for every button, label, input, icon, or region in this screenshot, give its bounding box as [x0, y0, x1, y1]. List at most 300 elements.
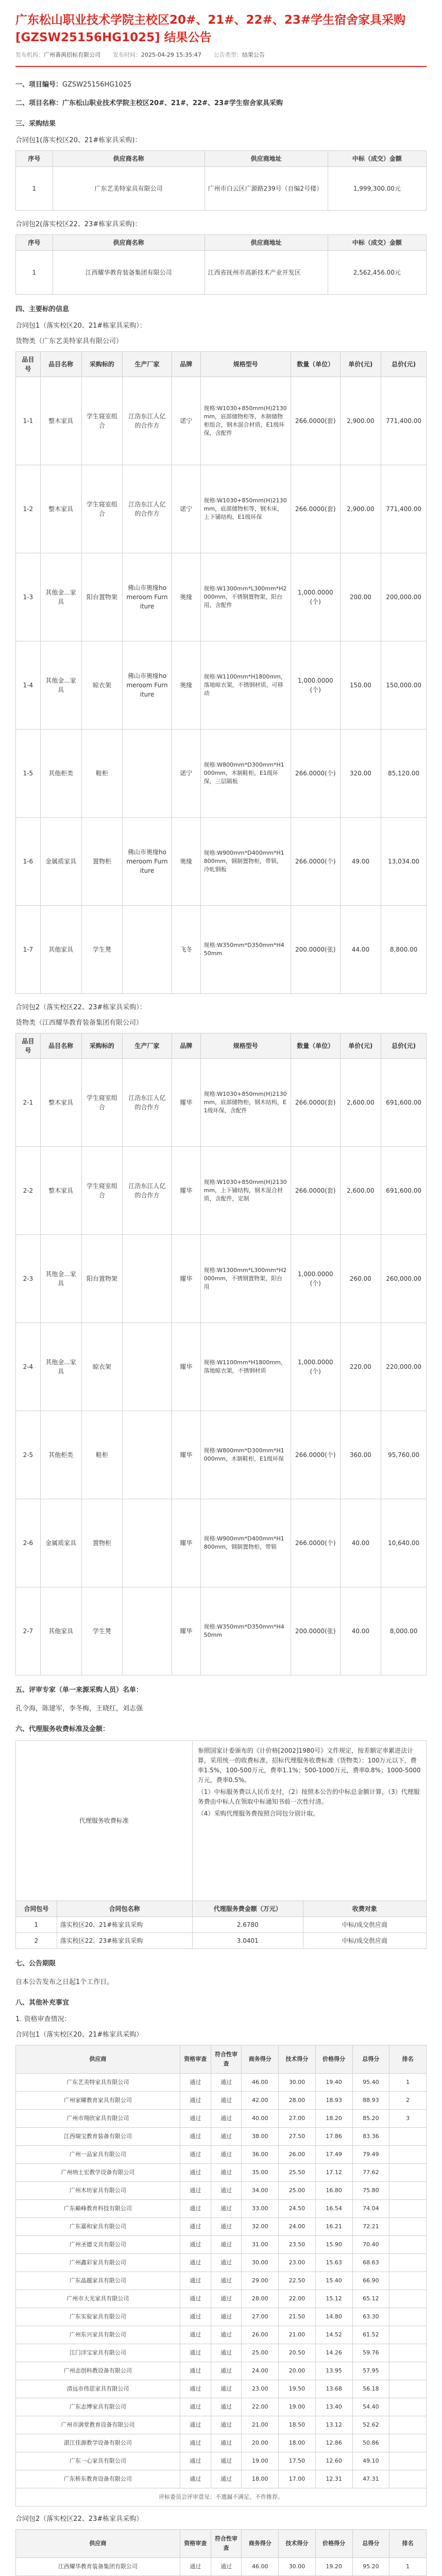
table-cell: 通过: [211, 2398, 242, 2416]
table-cell: 21.00: [242, 2416, 279, 2434]
table-cell: 19.00: [242, 2452, 279, 2470]
table-cell: 2-1: [16, 1059, 41, 1147]
col-header: 供应商: [16, 2045, 180, 2074]
table-cell: 通过: [180, 2326, 211, 2344]
table-cell: 29.00: [242, 2272, 279, 2290]
table-cell: 46.00: [242, 2074, 279, 2092]
table-cell: 70.40: [352, 2236, 389, 2254]
table-cell: 95.20: [352, 2558, 389, 2576]
table-cell: 湛江佳源教学设备有限公司: [16, 2434, 180, 2452]
table-cell: 江西省抚州市高新技术产业开发区: [205, 251, 328, 295]
table-cell: 耀华: [172, 1147, 200, 1235]
table-cell: 规格:W1030+850mm(H)2130mm，上下铺结构，钢木混合材质，含配件，定制: [200, 1147, 291, 1235]
table-cell: 通过: [180, 2254, 211, 2272]
table-cell: 2-3: [16, 1235, 41, 1323]
table-cell: 晾衣架: [81, 1323, 123, 1411]
table-cell: 1-5: [16, 730, 41, 818]
col-header: 商务得分: [242, 2045, 279, 2074]
table-cell: 广州市白云区广源路239号（自编2号楼）: [205, 167, 328, 211]
table-cell: 通过: [211, 2380, 242, 2398]
table-cell: 规格:W800mm*D300mm*H1000mm，木制鞋柜，E1级环保，三层隔板: [200, 730, 291, 818]
table-cell: 通过: [180, 2218, 211, 2236]
table-cell: [389, 2308, 427, 2326]
table-cell: 20.50: [279, 2344, 316, 2362]
table-cell: 83.36: [352, 2128, 389, 2146]
table-cell: 通过: [211, 2272, 242, 2290]
table-cell: 14.80: [315, 2308, 352, 2326]
section-heading-subject: 四、主要标的信息: [15, 306, 70, 313]
table-cell: 广东艺美特家具有限公司: [16, 2074, 180, 2092]
table-cell: 220.00: [340, 1323, 381, 1411]
table-cell: 17.12: [315, 2164, 352, 2182]
table-cell: 15.40: [315, 2272, 352, 2290]
fee-standard-text: [192, 1741, 426, 1901]
table-cell: 30.00: [279, 2558, 316, 2576]
table-cell: 通过: [180, 2092, 211, 2110]
table-cell: 广东嘉和家具有限公司: [16, 2218, 180, 2236]
table-cell: 266.0000(套): [291, 1147, 340, 1235]
table-cell: 3.0401: [192, 1933, 303, 1949]
col-header: 排名: [389, 2045, 427, 2074]
table-row: [16, 2254, 427, 2272]
package-1-label: 合同包1（落实校区20、21#栋家具采购）: [15, 2031, 143, 2039]
table-cell: 56.18: [352, 2380, 389, 2398]
table-cell: 2,562,456.00元: [328, 251, 426, 295]
table-cell: 鞋柜: [81, 730, 123, 818]
table-cell: 12.86: [315, 2434, 352, 2452]
table-cell: 771,400.00: [381, 465, 427, 553]
table-cell: 学生凳: [81, 906, 123, 994]
col-header: 品目名称: [40, 1033, 81, 1059]
col-header: 品目号: [16, 1033, 41, 1059]
table-cell: 18.20: [315, 2110, 352, 2128]
table-cell: 规格:W350mm*D350mm*H450mm: [200, 906, 291, 994]
table-row: [16, 2452, 427, 2470]
table-cell: [389, 2218, 427, 2236]
table-cell: 771,400.00: [381, 377, 427, 465]
table-cell: 3: [389, 2110, 427, 2128]
table-cell: 广东实验家具有限公司: [16, 2308, 180, 2326]
table-cell: 耀华: [172, 1499, 200, 1587]
table-cell: 24.00: [242, 2362, 279, 2380]
table-cell: 26.00: [279, 2146, 316, 2164]
table-cell: 规格:W1030+850mm(H)2130mm，底部储物柜等，钢木床，上下铺结构，E1级环保: [200, 465, 291, 553]
table-cell: 1,000.0000(个): [291, 641, 340, 730]
table-row: [16, 2272, 427, 2290]
table-cell: 落实校区20、21#栋家具采购: [57, 1917, 192, 1933]
table-cell: 规格:W1030+850mm(H)2130mm，底部储物柜等，木制储物柜组合，钢木混合材质，E1级环保，含配件: [200, 377, 291, 465]
table-cell: [389, 2398, 427, 2416]
table-cell: 18.50: [279, 2416, 316, 2434]
table-cell: 1: [16, 251, 53, 295]
col-header: 供应商地址: [205, 151, 328, 167]
table-header-row: [16, 352, 427, 377]
table-cell: [389, 2128, 427, 2146]
table-cell: 22.50: [279, 2272, 316, 2290]
table-cell: 1: [16, 1917, 57, 1933]
fee-standard-paragraph: （4）采购代理服务费按照合同包分别计取。: [197, 1810, 319, 1817]
table-row: [16, 2236, 427, 2254]
table-cell: 1-6: [16, 818, 41, 906]
result-table-package-1: [15, 150, 427, 211]
table-cell: 12.60: [315, 2452, 352, 2470]
table-cell: 266.0000(个): [291, 1411, 340, 1499]
table-row: [16, 2380, 427, 2398]
table-cell: 1-1: [16, 377, 41, 465]
col-header: 总得分: [352, 2045, 389, 2074]
table-cell: 13.12: [315, 2416, 352, 2434]
col-header: 合同包名称: [57, 1901, 192, 1917]
project-number: [15, 79, 427, 91]
section-heading-period: 七、公告期限: [15, 1960, 56, 1968]
table-cell: 17.00: [279, 2470, 316, 2488]
col-header: 单价(元): [340, 1033, 381, 1059]
table-cell: 25.00: [242, 2344, 279, 2362]
col-header: 序号: [16, 235, 53, 251]
col-header: 数量（单位）: [291, 352, 340, 377]
time-label: 发布时间：: [113, 52, 141, 58]
table-cell: 54.40: [352, 2398, 389, 2416]
table-cell: 28.00: [279, 2092, 316, 2110]
table-cell: 21.50: [279, 2308, 316, 2326]
table-cell: 24.50: [279, 2200, 316, 2218]
table-cell: 广州家曜教育家具有限公司: [16, 2092, 180, 2110]
table-cell: [389, 2362, 427, 2380]
table-row: [16, 1933, 427, 1949]
table-cell: 江浩东江人亿的合作方: [123, 1059, 172, 1147]
table-cell: 通过: [211, 2254, 242, 2272]
table-cell: 691,600.00: [381, 1059, 427, 1147]
table-cell: 通过: [180, 2362, 211, 2380]
agency-fee-table: [15, 1901, 427, 1949]
table-cell: 266.0000(个): [291, 1499, 340, 1587]
header: [0, 0, 442, 59]
table-cell: 其他金...家具: [40, 641, 81, 730]
agency-fee-standard-table: [15, 1740, 427, 1901]
table-cell: 40.00: [340, 1499, 381, 1587]
table-cell: 260,000.00: [381, 1235, 427, 1323]
col-header: 价格得分: [315, 2045, 352, 2074]
table-cell: [389, 2416, 427, 2434]
table-cell: 通过: [180, 2308, 211, 2326]
fee-standard-paragraph: （1）中标服务费以人民币支付，（2）按照本公告的中标总金额计算，（3）代理服务费由中标人在领取中标通知书前一次性付清。: [197, 1788, 420, 1805]
col-header: 供应商名称: [53, 235, 205, 251]
table-cell: 75.80: [352, 2182, 389, 2200]
table-row: [16, 2308, 427, 2326]
table-row: [16, 465, 427, 553]
table-cell: 通过: [180, 2452, 211, 2470]
table-cell: 金属质家具: [40, 1499, 81, 1587]
table-cell: 诺宁: [172, 465, 200, 553]
goods-type: 货物类（江西耀华教育装备集团有限公司）: [15, 1019, 143, 1027]
col-header: 商务得分: [242, 2530, 279, 2558]
table-cell: 150,000.00: [381, 641, 427, 730]
table-cell: 150.00: [340, 641, 381, 730]
table-row: [16, 2074, 427, 2092]
goods-type: 货物类（广东艺美特家具有限公司）: [15, 337, 123, 345]
table-cell: 通过: [211, 2326, 242, 2344]
table-cell: 95.40: [352, 2074, 389, 2092]
table-cell: 1-7: [16, 906, 41, 994]
table-row: [16, 1499, 427, 1587]
col-header: 规格型号: [200, 352, 291, 377]
table-cell: 通过: [180, 2344, 211, 2362]
table-cell: 奥缘: [172, 818, 200, 906]
table-row: [16, 2092, 427, 2110]
meta-bar: [15, 50, 427, 59]
table-cell: 1-2: [16, 465, 41, 553]
table-cell: 学生寝室组合: [81, 465, 123, 553]
table-cell: 整木家具: [40, 1147, 81, 1235]
table-cell: 通过: [211, 2434, 242, 2452]
table-row: [16, 2164, 427, 2182]
table-cell: 47.31: [352, 2470, 389, 2488]
table-cell: 2,600.00: [340, 1059, 381, 1147]
package-1-label: 合同包1（落实校区20、21#栋家具采购）：: [15, 322, 146, 330]
col-header: 单价(元): [340, 352, 381, 377]
table-cell: 通过: [180, 2380, 211, 2398]
table-cell: 2: [389, 2092, 427, 2110]
col-header: 价格得分: [315, 2530, 352, 2558]
col-header: 中标（成交）金额: [328, 235, 426, 251]
col-header: 品目名称: [40, 352, 81, 377]
table-cell: 266.0000(个): [291, 818, 340, 906]
col-header: 符合性审查: [211, 2530, 242, 2558]
table-cell: 23.00: [242, 2380, 279, 2398]
section-heading-supplement: 八、其他补充事宜: [15, 1999, 70, 2007]
fee-standard-paragraph: 参照国家计委颁布的《计价格[2002]1980号》文件规定，按差额定率累进法计算，采用统一的收费标准，招标代理服务收费标准（货物类）：100万元以下，费率1.5%，100-500万元，费率1.1%；500-1000万元，费率0.8%；1000-5000万元，费率0.5%。: [197, 1747, 421, 1784]
table-cell: [123, 1235, 172, 1323]
table-row: [16, 2110, 427, 2128]
review-table-package-2: [15, 2529, 427, 2576]
table-cell: 15.90: [315, 2236, 352, 2254]
table-cell: 耀华: [172, 1059, 200, 1147]
table-cell: 广州东兴家具有限公司: [16, 2326, 180, 2344]
review-note: 评标委员会评审意见：不遗漏不满足、不作推荐。: [16, 2488, 427, 2506]
table-row: [16, 2434, 427, 2452]
table-row: [16, 2416, 427, 2434]
table-cell: 广东桥东教育设备有限公司: [16, 2470, 180, 2488]
table-cell: [123, 1411, 172, 1499]
col-header: 合同包号: [16, 1901, 57, 1917]
package-1-label: 合同包1(落实校区20、21#栋家具采购)：: [15, 137, 142, 144]
table-row: [16, 2200, 427, 2218]
table-header-row: [16, 151, 427, 167]
table-cell: 1-3: [16, 553, 41, 641]
table-cell: 2-7: [16, 1587, 41, 1675]
table-row: [16, 1323, 427, 1411]
table-row: [16, 167, 427, 211]
table-cell: 通过: [180, 2558, 211, 2576]
table-row: [16, 2146, 427, 2164]
table-cell: 17.86: [315, 2128, 352, 2146]
table-cell: 江西耀华教育装备集团有限公司: [53, 251, 205, 295]
table-cell: 2-2: [16, 1147, 41, 1235]
period-text: 自本公告发布之日起1个工作日。: [15, 1978, 114, 1986]
table-cell: 266.0000(套): [291, 1059, 340, 1147]
table-row: [16, 2326, 427, 2344]
table-cell: 1,000.0000(个): [291, 553, 340, 641]
table-row: [16, 1147, 427, 1235]
table-cell: 2: [16, 1933, 57, 1949]
table-cell: 广东艺美特家具有限公司: [53, 167, 205, 211]
table-cell: 学生凳: [81, 1587, 123, 1675]
table-cell: 奥缘: [172, 641, 200, 730]
table-cell: 通过: [211, 2092, 242, 2110]
table-cell: 通过: [211, 2110, 242, 2128]
table-cell: 整木家具: [40, 377, 81, 465]
table-cell: 61.52: [352, 2326, 389, 2344]
table-cell: 通过: [211, 2290, 242, 2308]
table-cell: 46.00: [242, 2558, 279, 2576]
table-cell: 整木家具: [40, 465, 81, 553]
table-cell: [389, 2272, 427, 2290]
col-header: 总价(元): [381, 1033, 427, 1059]
col-header: 收费对象: [303, 1901, 426, 1917]
publisher-meta: [15, 50, 100, 59]
table-row: [16, 2344, 427, 2362]
table-cell: 17.49: [315, 2146, 352, 2164]
table-cell: 金属质家具: [40, 818, 81, 906]
table-cell: 68.63: [352, 2254, 389, 2272]
table-cell: 置物柜: [81, 818, 123, 906]
package-2-label: 合同包2（落实校区22、23#栋家具采购）：: [15, 1004, 146, 1011]
table-cell: 27.50: [279, 2128, 316, 2146]
table-row: [16, 818, 427, 906]
table-row: [16, 1917, 427, 1933]
table-cell: 中标/成交供应商: [303, 1917, 426, 1933]
table-cell: 8,800.00: [381, 906, 427, 994]
table-cell: 2,600.00: [340, 1147, 381, 1235]
table-cell: 规格:W1100mm*H1800mm，落地晾衣架，不锈钢材质，可移动: [200, 641, 291, 730]
table-cell: 26.00: [242, 2326, 279, 2344]
table-cell: 通过: [180, 2416, 211, 2434]
table-cell: 规格:W1300mm*L300mm*H2000mm，不锈钢置物架，阳台用: [200, 1235, 291, 1323]
table-cell: 通过: [211, 2128, 242, 2146]
table-cell: 通过: [211, 2146, 242, 2164]
table-cell: 1,999,300.00元: [328, 167, 426, 211]
review-subheading: 1. 资格审查情况：: [15, 2015, 71, 2023]
table-cell: [389, 2452, 427, 2470]
table-row: [16, 730, 427, 818]
table-cell: 12.31: [315, 2470, 352, 2488]
table-cell: 44.00: [340, 906, 381, 994]
table-cell: 通过: [180, 2434, 211, 2452]
fee-standard-label: 代理服务收费标准: [16, 1741, 193, 1901]
package-2-label: 合同包2（落实校区22、23#栋家具采购）: [15, 2515, 143, 2523]
table-cell: 85.20: [352, 2110, 389, 2128]
table-cell: 1: [389, 2558, 427, 2576]
table-cell: 30.00: [242, 2254, 279, 2272]
table-cell: 24.00: [279, 2218, 316, 2236]
table-cell: 10,640.00: [381, 1499, 427, 1587]
table-cell: 52.62: [352, 2416, 389, 2434]
table-cell: 20.00: [242, 2434, 279, 2452]
table-cell: 88.93: [352, 2092, 389, 2110]
table-cell: 49.10: [352, 2452, 389, 2470]
project-name-value: 广东松山职业技术学院主校区20#、21#、22#、23#学生宿舍家具采购: [62, 99, 283, 107]
table-cell: 23.50: [279, 2236, 316, 2254]
table-cell: 中标/成交供应商: [303, 1933, 426, 1949]
table-cell: [389, 2434, 427, 2452]
col-header: 排名: [389, 2530, 427, 2558]
table-cell: 广州市大光家具有限公司: [16, 2290, 180, 2308]
table-cell: 200.00: [340, 553, 381, 641]
table-cell: 1-4: [16, 641, 41, 730]
table-cell: 38.00: [242, 2128, 279, 2146]
table-row: [16, 1059, 427, 1147]
col-header: 数量（单位）: [291, 1033, 340, 1059]
table-cell: 广州圣德文具有限公司: [16, 2236, 180, 2254]
table-cell: 32.00: [242, 2218, 279, 2236]
publisher-value[interactable]: 广州番禺招标有限公司: [44, 52, 100, 58]
table-cell: 14.52: [315, 2326, 352, 2344]
table-cell: 广州纳土宏教学设备有限公司: [16, 2164, 180, 2182]
table-row: [16, 1411, 427, 1499]
table-cell: [389, 2164, 427, 2182]
table-cell: 通过: [211, 2164, 242, 2182]
table-cell: 规格:W900mm*D400mm*H1800mm，钢制置物柜，带锁，冷轧钢板: [200, 818, 291, 906]
table-cell: 20.00: [279, 2362, 316, 2380]
table-cell: 28.00: [242, 2290, 279, 2308]
table-cell: 规格:W350mm*D350mm*H450mm: [200, 1587, 291, 1675]
table-cell: 广东巅峰教育科技有限公司: [16, 2200, 180, 2218]
section-heading-agency-fee: 六、代理服务收费标准及金额：: [15, 1725, 110, 1733]
table-cell: [389, 2200, 427, 2218]
table-cell: 通过: [211, 2074, 242, 2092]
table-cell: 1,000.0000(个): [291, 1235, 340, 1323]
table-cell: 1: [389, 2074, 427, 2092]
table-cell: 42.00: [242, 2092, 279, 2110]
table-cell: 其他家具: [40, 906, 81, 994]
table-cell: 通过: [180, 2236, 211, 2254]
table-cell: 学生寝室组合: [81, 1059, 123, 1147]
table-header-row: [16, 235, 427, 251]
table-cell: 65.12: [352, 2290, 389, 2308]
announcement-body: [0, 67, 442, 2576]
table-cell: 50.86: [352, 2434, 389, 2452]
table-row: [16, 1587, 427, 1675]
table-cell: 2-4: [16, 1323, 41, 1411]
table-cell: 1,000.0000(个): [291, 1323, 340, 1411]
table-cell: 14.26: [315, 2344, 352, 2362]
table-cell: 通过: [180, 2200, 211, 2218]
table-cell: 规格:W900mm*D400mm*H1800mm，钢制置物柜，带锁: [200, 1499, 291, 1587]
table-cell: 2.6780: [192, 1917, 303, 1933]
table-cell: 通过: [180, 2182, 211, 2200]
table-cell: 79.49: [352, 2146, 389, 2164]
table-cell: 广州一品家具有限公司: [16, 2146, 180, 2164]
table-cell: 18.00: [242, 2470, 279, 2488]
table-cell: 规格:W800mm*D300mm*H1000mm，木制鞋柜，E1级环保: [200, 1411, 291, 1499]
table-cell: 31.00: [242, 2236, 279, 2254]
table-cell: 18.00: [279, 2434, 316, 2452]
col-header: 采购标的: [81, 1033, 123, 1059]
col-header: 品目号: [16, 352, 41, 377]
table-cell: 25.50: [279, 2164, 316, 2182]
col-header: 供应商名称: [53, 151, 205, 167]
table-cell: 266.0000(套): [291, 465, 340, 553]
time-value: 2025-04-29 15:35:47: [141, 52, 201, 58]
table-cell: 35.00: [242, 2164, 279, 2182]
table-cell: 广州志创科教设备有限公司: [16, 2362, 180, 2380]
table-cell: 阳台置物架: [81, 553, 123, 641]
table-cell: 通过: [211, 2236, 242, 2254]
table-cell: 通过: [211, 2558, 242, 2576]
table-cell: 其他柜类: [40, 1411, 81, 1499]
table-row: [16, 2470, 427, 2488]
table-row: [16, 377, 427, 465]
